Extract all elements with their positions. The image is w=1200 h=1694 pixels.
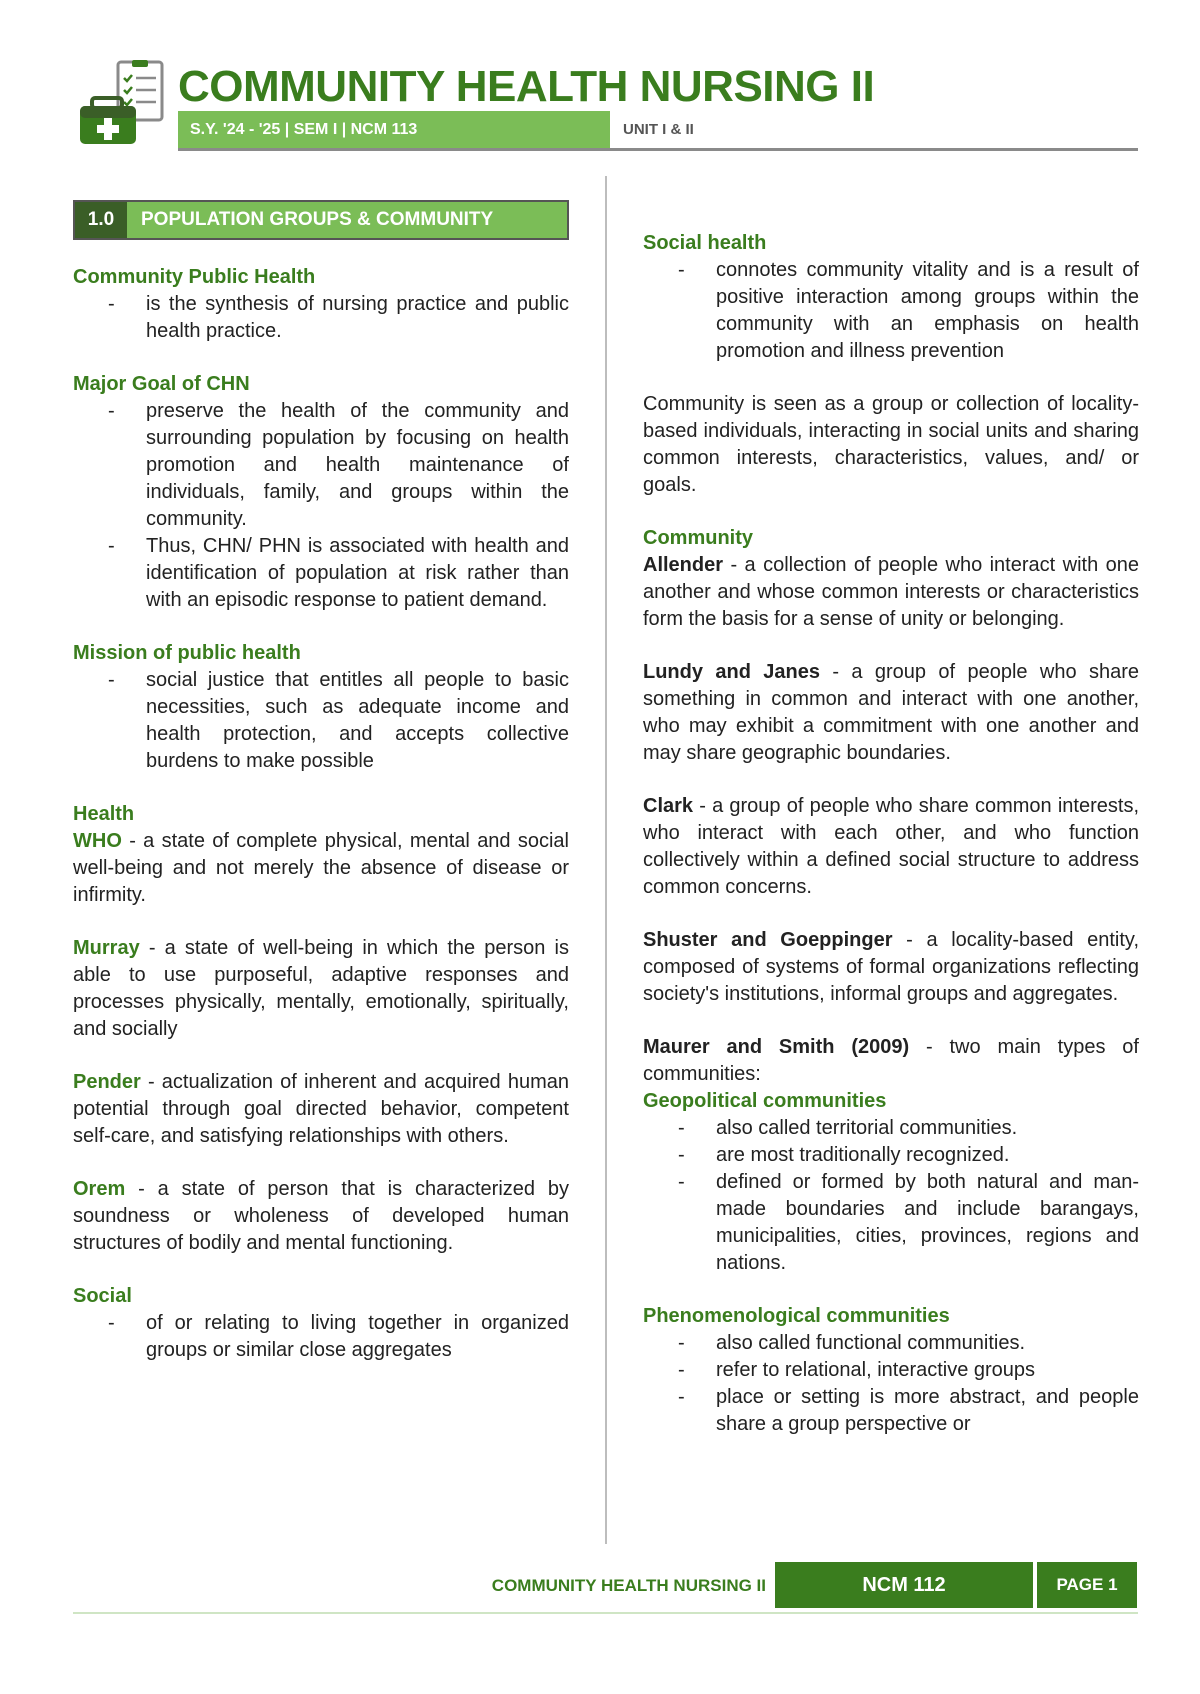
definition-allender: Allender - a collection of people who interact with one another and whose common interests or characteristics form the basis for a sense of unity or belonging. [643, 554, 1139, 630]
definition-pender: Pender - actualization of inherent and acquired human potential through goal directed behavior, competent self-care, and satisfying relationships with others. [73, 1071, 569, 1147]
list-item: - is the synthesis of nursing practice and public health practice. [146, 291, 569, 345]
heading-community-public-health: Community Public Health [73, 266, 316, 288]
unit-label: UNIT I & II [623, 121, 694, 138]
list-item: - preserve the health of the community and surrounding population by focusing on health promotion and health maintenance of individuals, family, and groups within the community. [146, 398, 569, 533]
school-year-label: S.Y. '24 - '25 | SEM I | NCM 113 [190, 121, 418, 138]
section-number: 1.0 [75, 202, 127, 238]
list-item: - social justice that entitles all people to basic necessities, such as adequate income and health protection, and accepts collective burdens to make possible [146, 667, 569, 775]
list-item: - refer to relational, interactive groups [716, 1357, 1139, 1384]
heading-major-goal: Major Goal of CHN [73, 373, 250, 395]
list-item: - Thus, CHN/ PHN is associated with health and identification of population at risk rather than with an episodic response to patient demand. [146, 533, 569, 614]
definition-shuster-goeppinger: Shuster and Goeppinger - a locality-based entity, composed of systems of formal organizations reflecting society's institutions, informal groups and aggregates. [643, 929, 1139, 1005]
list-item: - defined or formed by both natural and man-made boundaries and include barangays, municipalities, cities, provinces, regions and nations. [716, 1169, 1139, 1277]
social-list [73, 1310, 569, 1364]
heading-geopolitical: Geopolitical communities [643, 1090, 887, 1112]
section-title: POPULATION GROUPS & COMMUNITY [141, 209, 494, 230]
definition-lundy-janes: Lundy and Janes - a group of people who share something in common and interact with one another, who may exhibit a commitment with one another and may share geographic boundaries. [643, 661, 1139, 764]
section-header [73, 200, 569, 240]
definition-clark: Clark - a group of people who share common interests, who interact with each other, and who function collectively within a defined social structure to address common concerns. [643, 795, 1139, 898]
definition-maurer-smith: Maurer and Smith (2009) - two main types of communities: [643, 1036, 1139, 1085]
footer-course-code: NCM 112 [775, 1562, 1033, 1608]
community-overview: Community is seen as a group or collection of locality-based individuals, interacting in social units and sharing common interests, characteristics, values, and/ or goals. [643, 393, 1139, 496]
heading-social-health: Social health [643, 232, 767, 254]
heading-community: Community [643, 527, 753, 549]
column-divider [605, 176, 607, 1544]
cph-list [73, 291, 569, 345]
heading-health: Health [73, 803, 135, 825]
footer-title: COMMUNITY HEALTH NURSING II [491, 1576, 766, 1595]
footer-page-number: PAGE 1 [1037, 1562, 1137, 1608]
footer-rule [73, 1612, 1138, 1614]
list-item: - of or relating to living together in organized groups or similar close aggregates [146, 1310, 569, 1364]
social-health-list [643, 257, 1139, 365]
definition-who: WHO - a state of complete physical, mental and social well-being and not merely the absence of disease or infirmity. [73, 830, 569, 906]
page-footer [73, 1560, 1138, 1614]
list-item: - also called functional communities. [716, 1330, 1139, 1357]
list-item: - also called territorial communities. [716, 1115, 1139, 1142]
list-item: - connotes community vitality and is a result of positive interaction among groups within the community with an emphasis on health promotion and illness prevention [716, 257, 1139, 365]
heading-social: Social [73, 1285, 132, 1307]
heading-phenomenological: Phenomenological communities [643, 1305, 950, 1327]
right-column [643, 230, 1139, 1438]
phenomenological-list [643, 1330, 1139, 1438]
geopolitical-list [643, 1115, 1139, 1277]
subtitle-bar [178, 111, 610, 149]
nursing-kit-clipboard-icon [78, 60, 168, 150]
page-title: COMMUNITY HEALTH NURSING II [178, 62, 875, 111]
header-rule [178, 148, 1138, 151]
goal-list [73, 398, 569, 614]
definition-orem: Orem - a state of person that is characterized by soundness or wholeness of developed human structures of bodily and mental functioning. [73, 1178, 569, 1254]
list-item: - place or setting is more abstract, and people share a group perspective or [716, 1384, 1139, 1438]
mission-list [73, 667, 569, 775]
page-header [78, 56, 1138, 156]
definition-murray: Murray - a state of well-being in which the person is able to use purposeful, adaptive responses and processes physically, mentally, emotionally, spiritually, and socially [73, 937, 569, 1040]
list-item: - are most traditionally recognized. [716, 1142, 1139, 1169]
left-column [73, 200, 569, 1364]
heading-mission: Mission of public health [73, 642, 301, 664]
